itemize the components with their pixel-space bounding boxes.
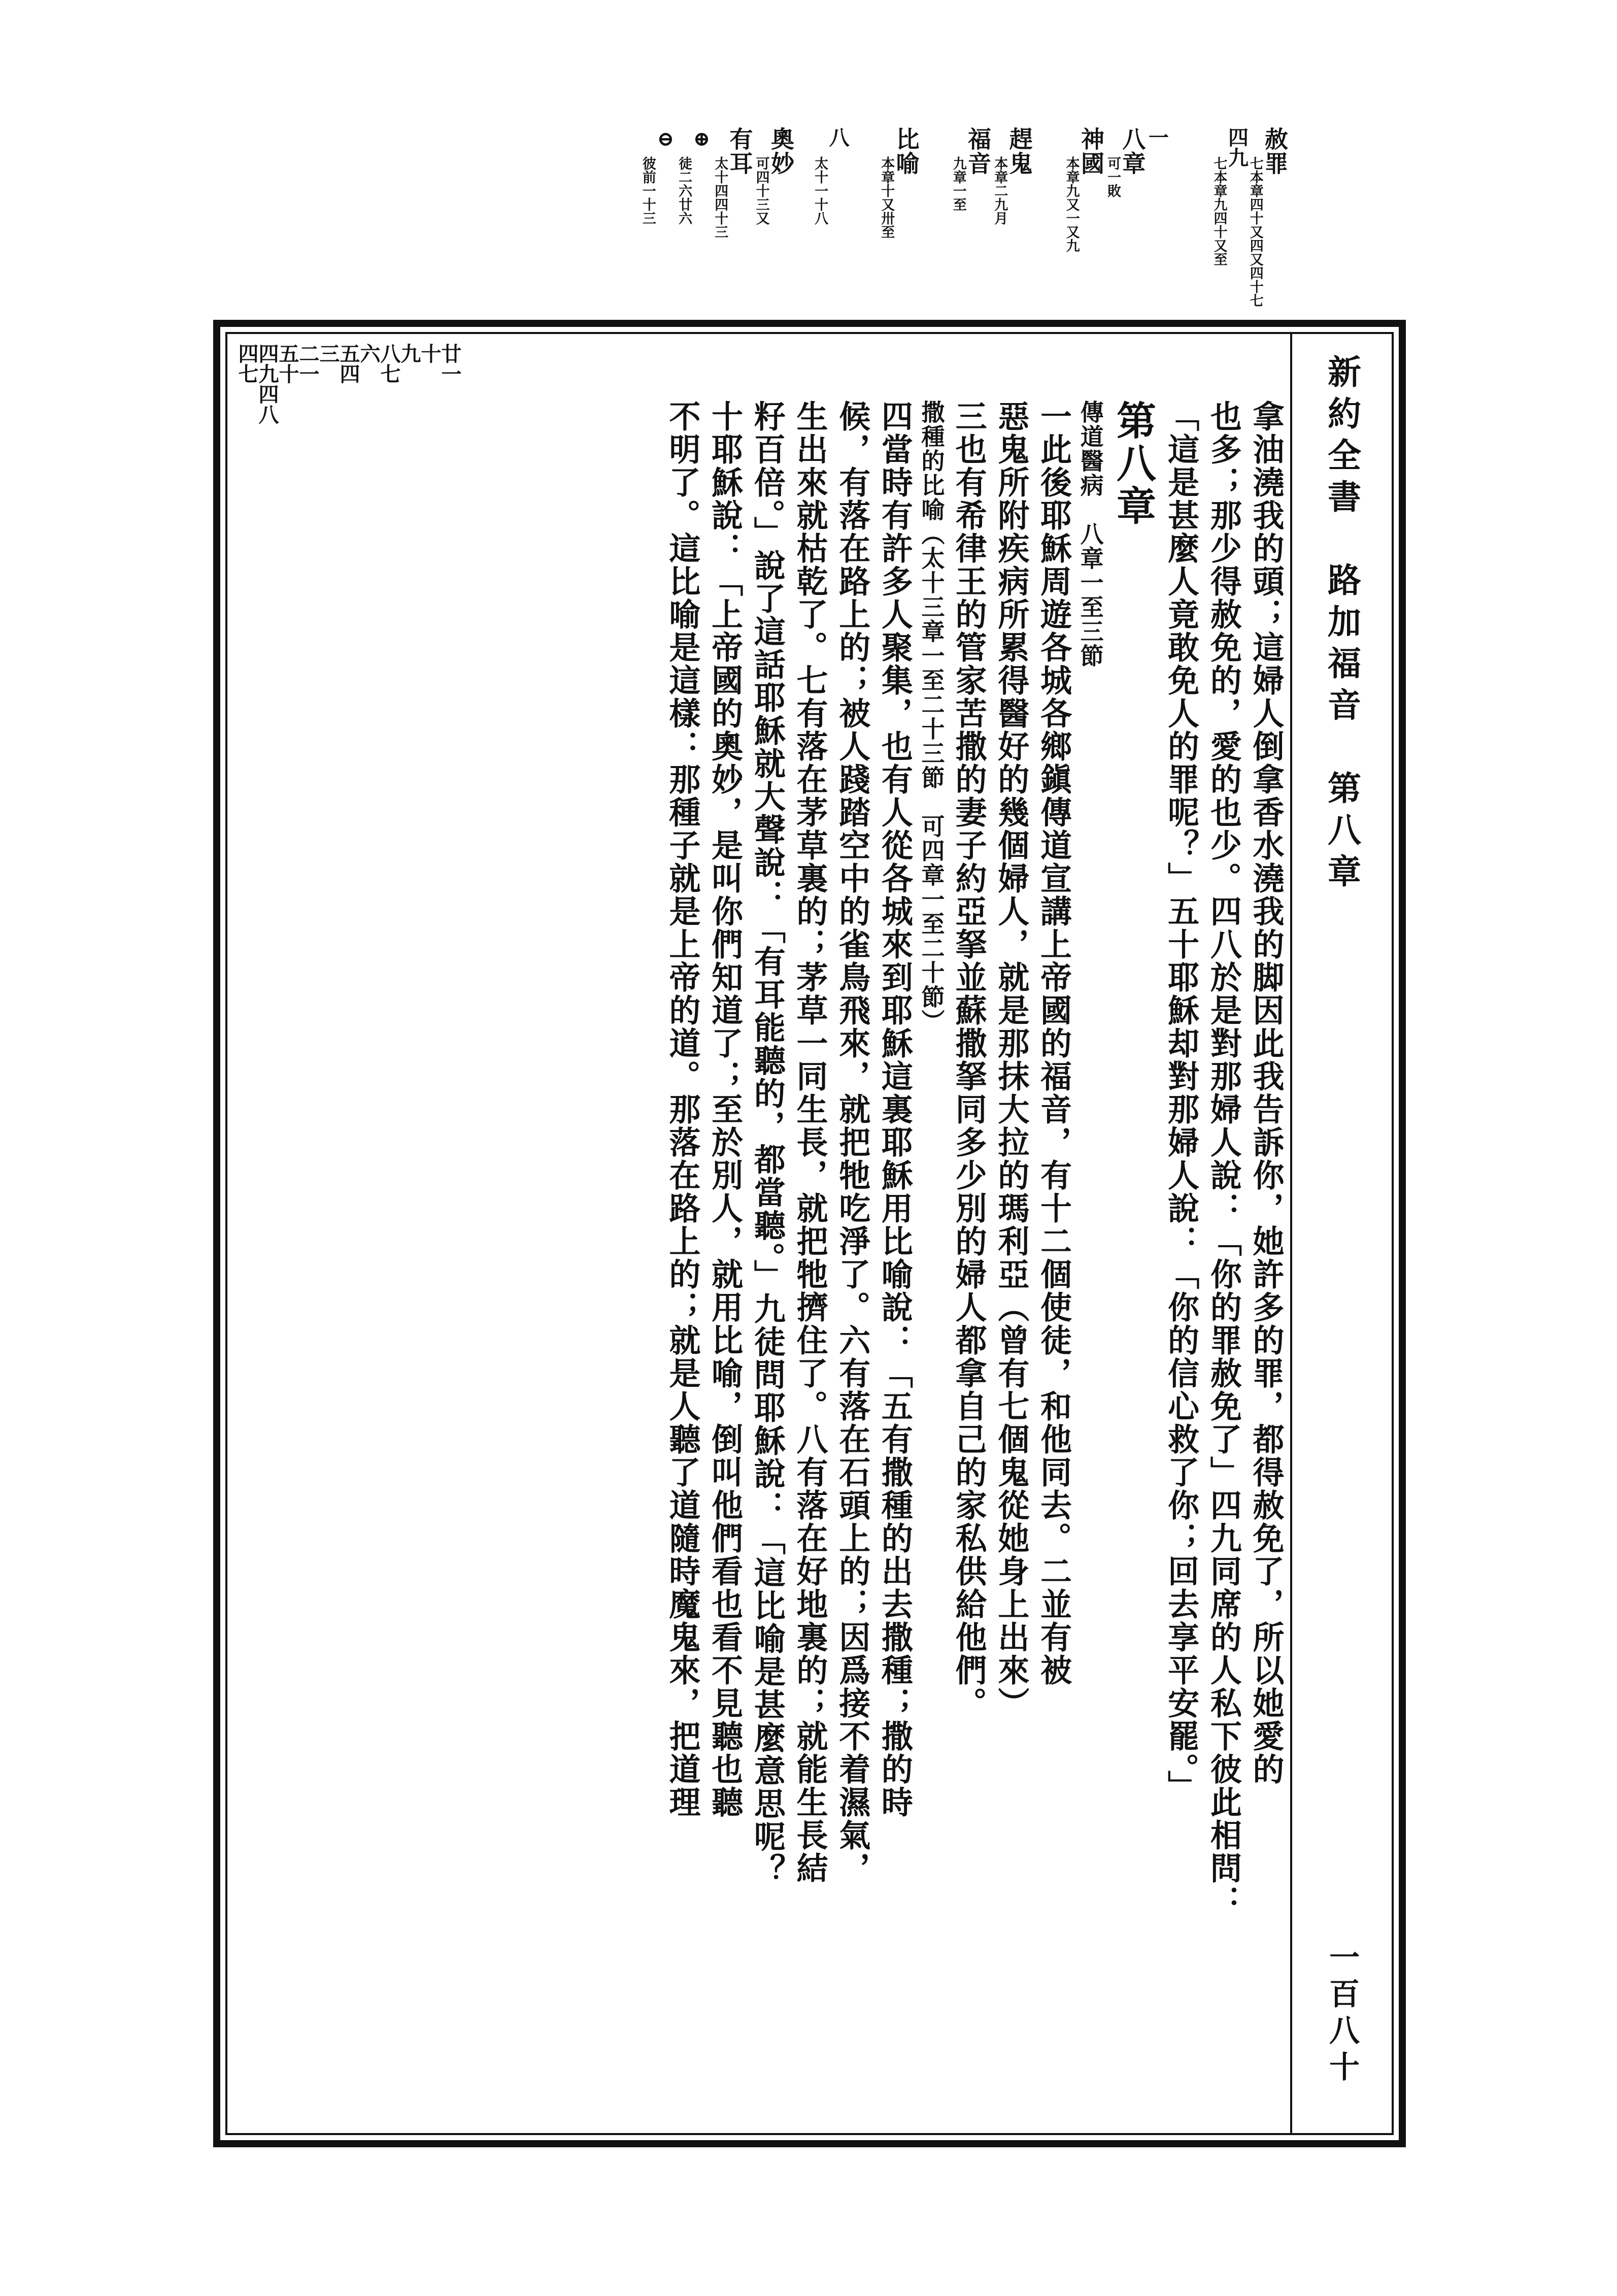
margin-note-title: 趕鬼 (1005, 127, 1033, 176)
margin-note (1248, 127, 1289, 307)
margin-note (951, 127, 992, 211)
body-text-columns (238, 400, 1287, 2125)
text-column: 不明了。這比喻是這樣：那種子就是上帝的道。那落在路上的；就是人聽了道隨時魔鬼來，把道理 (663, 400, 701, 1819)
text-column: 拿油澆我的頭；這婦人倒拿香水澆我的脚因此我告訴你，她許多的罪，都得赦免了，所以她愛的 (1248, 400, 1285, 1786)
margin-note-ref: 徒二六廿六 (676, 156, 692, 225)
text-column: 一此後耶穌周遊各城各鄉鎭傳道宣講上帝國的福音，有十二個使徒，和他同去。二並有被 (1035, 400, 1072, 1687)
margin-note-ref: 可一敗 (1105, 156, 1121, 197)
verse-number: 廿一 (438, 343, 462, 384)
margin-note-title: 有耳 (726, 127, 754, 176)
margin-note-marker: 八 (826, 127, 850, 147)
verse-number: 五四 (336, 343, 360, 384)
margin-note (992, 127, 1033, 225)
text-column: 四當時有許多人聚集，也有人從各城來到耶穌這裏耶穌用比喻說：「五有撒種的出去撒種；撒的時 (876, 400, 914, 1819)
margin-note (754, 127, 795, 225)
verse-number: 三 (316, 343, 340, 363)
verse-number: 八七 (377, 343, 401, 384)
margin-note-ref: 本章九又一又九 (1063, 156, 1080, 252)
text-frame-inner (225, 332, 1394, 2135)
book-title: 新約全書 路加福音 第八章 (1322, 354, 1362, 895)
margin-note-group-1 (1211, 127, 1289, 307)
margin-note-ref: 本章二九月 (992, 156, 1008, 225)
margin-note-group-2 (1064, 127, 1168, 252)
chapter-heading: 第八章 (1109, 400, 1156, 528)
margin-note-ref: 本章十又卅至 (879, 156, 895, 239)
margin-note-marker: 四九 (1225, 127, 1249, 168)
text-column: 生出來就枯乾了。七有落在茅草裏的；茅草一同生長，就把牠擠住了。八有落在好地裏的；就能生長結 (791, 400, 829, 1885)
verse-number-rail (235, 343, 1285, 424)
margin-note (1211, 127, 1248, 266)
margin-note (713, 127, 754, 239)
margin-note-title: 八章 (1119, 127, 1147, 176)
margin-note-title: 比喻 (892, 127, 920, 176)
verse-number: 六 (357, 343, 381, 363)
margin-note-title: 赦罪 (1261, 127, 1289, 176)
text-column: 候，有落在路上的；被人踐踏空中的雀鳥飛來，就把牠吃淨了。六有落在石頭上的；因爲接不着濕氣， (833, 400, 871, 1885)
margin-note-marker-circle-minus: ⊖ (653, 127, 678, 151)
margin-note (1064, 127, 1105, 252)
verse-number: 二一 (296, 343, 320, 384)
margin-note (677, 127, 713, 225)
text-column: 惡鬼所附疾病所累得醫好的幾個婦人，就是那抹大拉的瑪利亞（曾有七個鬼從她身上出來） (992, 400, 1030, 1720)
margin-note (879, 127, 920, 239)
margin-note-group-6 (641, 127, 795, 239)
margin-note-ref: 九章一至 (950, 156, 966, 211)
section-subheading: 傳道醫病 八章一至三節 (1076, 400, 1104, 668)
margin-note-ref: 可四十三又 (753, 156, 769, 225)
verse-number: 四九四八 (255, 343, 279, 424)
margin-note-title: 福音 (964, 127, 992, 176)
margin-note-ref: 七本章九四十又至 (1211, 156, 1227, 266)
text-frame (213, 320, 1406, 2147)
text-column: 三也有希律王的管家苦撒的妻子約亞拏並蘇撒拏同多少別的婦人都拿自己的家私供給他們。 (950, 400, 988, 1720)
text-column: 籽百倍。」說了這話耶穌就大聲說：「有耳能聽的，都當聽。」九徒問耶穌說：「這比喻是甚麼意思呢？ (749, 400, 786, 1886)
book-header (1290, 334, 1392, 2133)
text-column: 「這是甚麼人竟敢免人的罪呢？」五十耶穌却對那婦人說：「你的信心救了你；回去享平安罷。」 (1162, 400, 1200, 1803)
section-subheading: 撒種的比喻（太十三章一至二十三節 可四章一至二十節） (918, 400, 946, 1034)
margin-note-title: 奧妙 (767, 127, 795, 176)
margin-note-title: 神國 (1077, 127, 1105, 176)
margin-note-ref: 七本章四十又四又四十七 (1247, 156, 1263, 307)
margin-note-ref: 彼前一十三 (639, 156, 656, 225)
margin-note-group-5 (813, 127, 849, 225)
text-column: 十耶穌說：「上帝國的奧妙，是叫你們知道了；至於別人，就用比喻，倒叫他們看也看不見聽也聽 (706, 400, 744, 1819)
margin-note-ref: 太十四四十三 (712, 156, 728, 239)
margin-annotations (218, 127, 1289, 310)
text-column: 也多；那少得赦免的，愛的也少。四八於是對那婦人說：「你的罪赦免了」四九同席的人私下彼此相問： (1205, 400, 1242, 1918)
margin-note-marker-circle-plus: ⊕ (690, 127, 714, 151)
margin-note (1105, 127, 1168, 197)
margin-note-ref: 太十一十八 (812, 156, 828, 225)
margin-note-group-4 (879, 127, 920, 239)
page-number: 一百八十 (1324, 1941, 1360, 2087)
margin-note (641, 127, 677, 225)
verse-number: 十 (418, 343, 442, 363)
margin-note (813, 127, 849, 225)
margin-note-group-3 (951, 127, 1034, 225)
verse-number: 四七 (235, 343, 259, 384)
margin-note-marker: 一 (1145, 127, 1169, 147)
verse-number: 九 (397, 343, 421, 363)
verse-number: 五十 (276, 343, 299, 384)
